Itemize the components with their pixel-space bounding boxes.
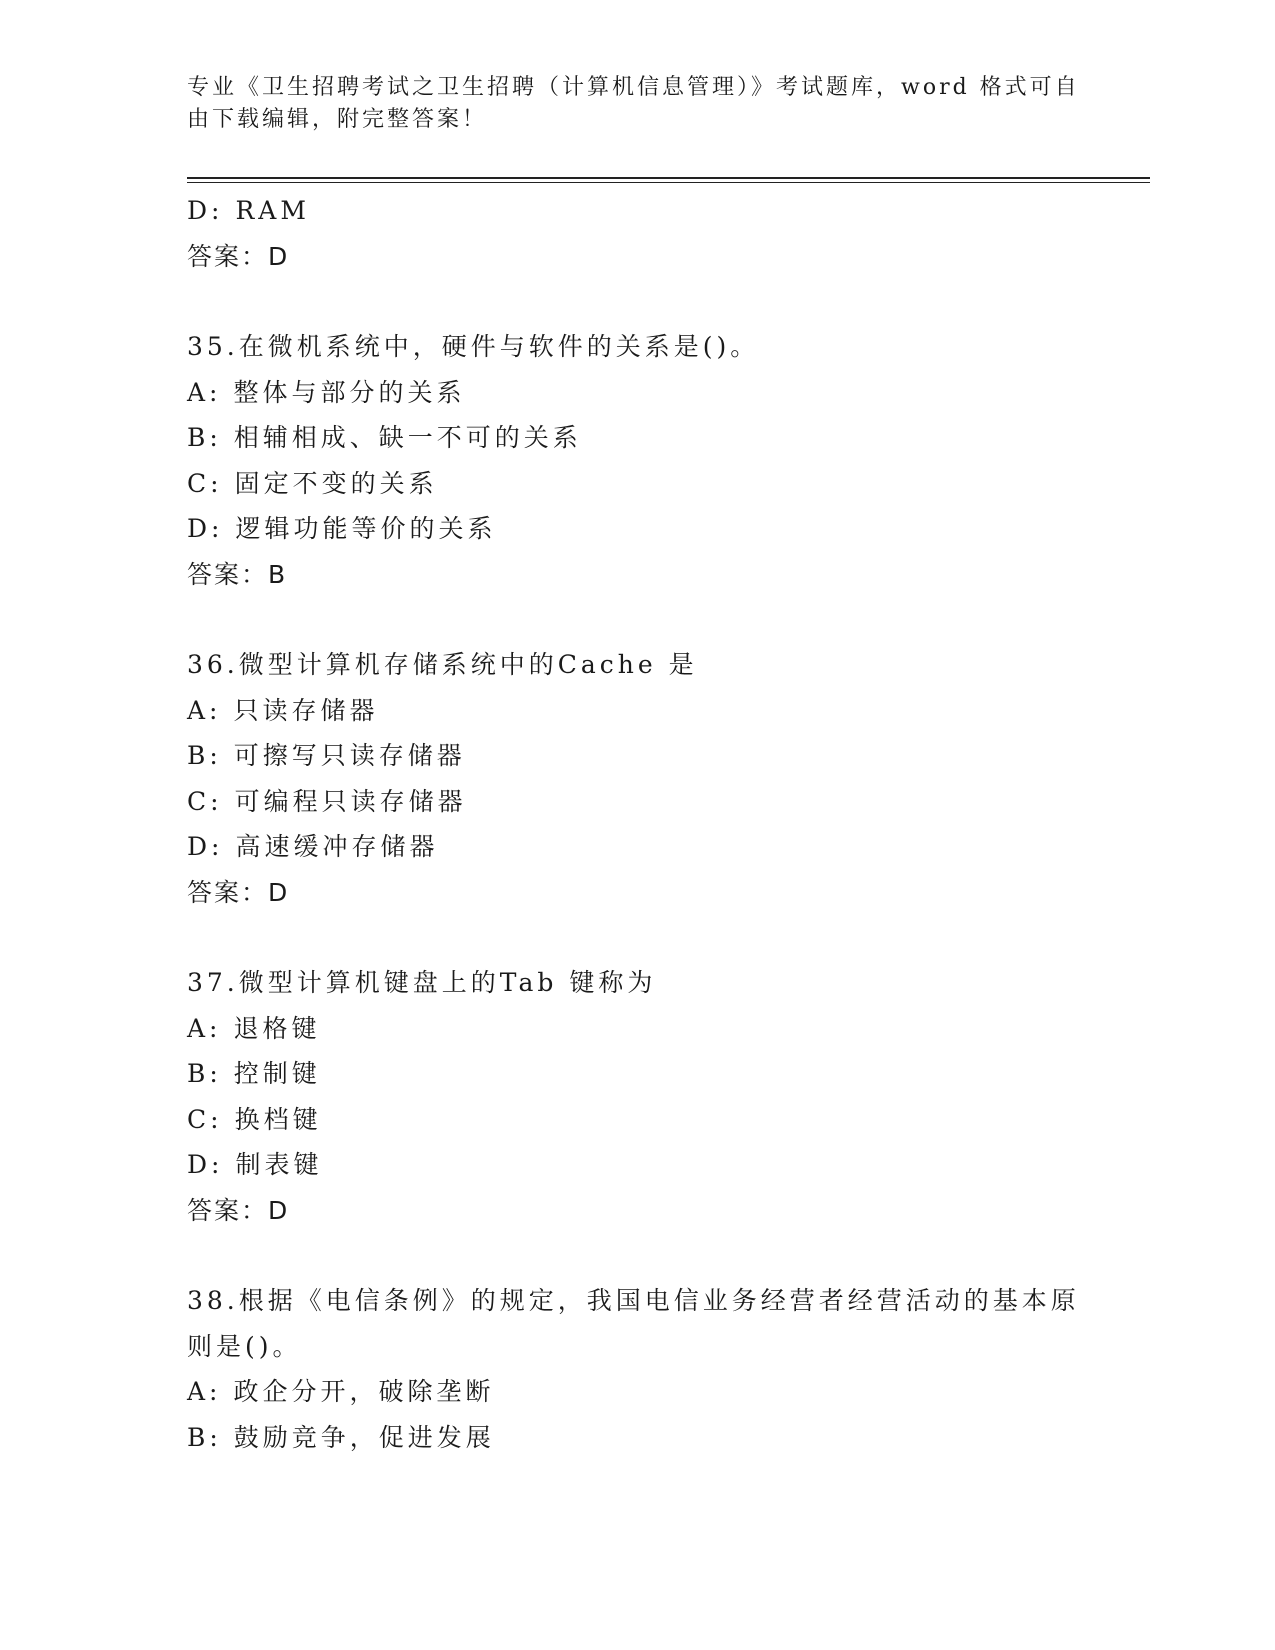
option-text: 固定不变的关系 <box>234 468 438 498</box>
option-letter: D: <box>187 1150 224 1179</box>
option-letter: C: <box>187 1104 223 1134</box>
option-text: 可擦写只读存储器 <box>233 741 466 770</box>
option-text: 退格键 <box>233 1013 321 1043</box>
option-letter: C: <box>187 786 223 816</box>
option-a <box>187 370 1087 416</box>
option-d <box>187 188 1087 234</box>
option-letter: B: <box>187 741 222 770</box>
option-c <box>187 1097 1087 1143</box>
option-b <box>187 1415 1087 1461</box>
option-letter: A: <box>187 695 222 725</box>
document-header <box>187 72 1087 136</box>
question-stem-37: 37.微型计算机键盘上的Tab 键称为 <box>187 968 657 997</box>
option-text: 相辅相成、缺一不可的关系 <box>233 423 582 452</box>
option-d <box>187 1142 1087 1188</box>
option-text: 控制键 <box>233 1059 321 1088</box>
option-text: RAM <box>235 196 310 225</box>
option-text: 可编程只读存储器 <box>234 786 467 816</box>
question-stem-38-line2: 则是()。 <box>187 1331 302 1361</box>
answer-line: 答案：D <box>187 1195 290 1225</box>
option-b <box>187 733 1087 779</box>
option-text: 制表键 <box>235 1150 323 1179</box>
header-rule-thick <box>187 177 1150 179</box>
option-letter: C: <box>187 468 223 498</box>
option-text: 政企分开，破除垄断 <box>233 1377 495 1406</box>
option-text: 鼓励竞争，促进发展 <box>233 1422 495 1452</box>
option-c <box>187 779 1087 825</box>
question-stem-36: 36.微型计算机存储系统中的Cache 是 <box>187 650 698 679</box>
option-letter: D: <box>187 514 224 543</box>
answer-line: 答案：B <box>187 559 288 589</box>
question-content <box>187 188 1087 1460</box>
option-letter: A: <box>187 377 222 407</box>
option-letter: D: <box>187 832 224 861</box>
answer-line: 答案：D <box>187 241 290 271</box>
option-b <box>187 1051 1087 1097</box>
option-a <box>187 1369 1087 1415</box>
option-text: 换档键 <box>234 1104 322 1134</box>
option-text: 高速缓冲存储器 <box>235 832 439 861</box>
option-d <box>187 824 1087 870</box>
option-text: 只读存储器 <box>233 695 379 725</box>
header-rule-thin <box>187 182 1150 183</box>
header-line-2: 由下载编辑，附完整答案！ <box>187 107 488 132</box>
question-stem-38-line1: 38.根据《电信条例》的规定，我国电信业务经营者经营活动的基本原 <box>187 1286 1080 1315</box>
question-stem-35: 35.在微机系统中，硬件与软件的关系是()。 <box>187 332 760 361</box>
option-letter: B: <box>187 423 222 452</box>
option-b <box>187 415 1087 461</box>
option-letter: A: <box>187 1013 222 1043</box>
option-c <box>187 461 1087 507</box>
answer-line: 答案：D <box>187 877 290 907</box>
option-d <box>187 506 1087 552</box>
option-letter: D: <box>187 196 224 225</box>
option-text: 整体与部分的关系 <box>233 377 466 407</box>
option-text: 逻辑功能等价的关系 <box>235 514 497 543</box>
option-letter: A: <box>187 1377 222 1406</box>
header-line-1: 专业《卫生招聘考试之卫生招聘（计算机信息管理）》考试题库，word 格式可自 <box>187 75 1080 100</box>
option-letter: B: <box>187 1059 222 1088</box>
option-letter: B: <box>187 1422 222 1452</box>
option-a <box>187 688 1087 734</box>
option-a <box>187 1006 1087 1052</box>
